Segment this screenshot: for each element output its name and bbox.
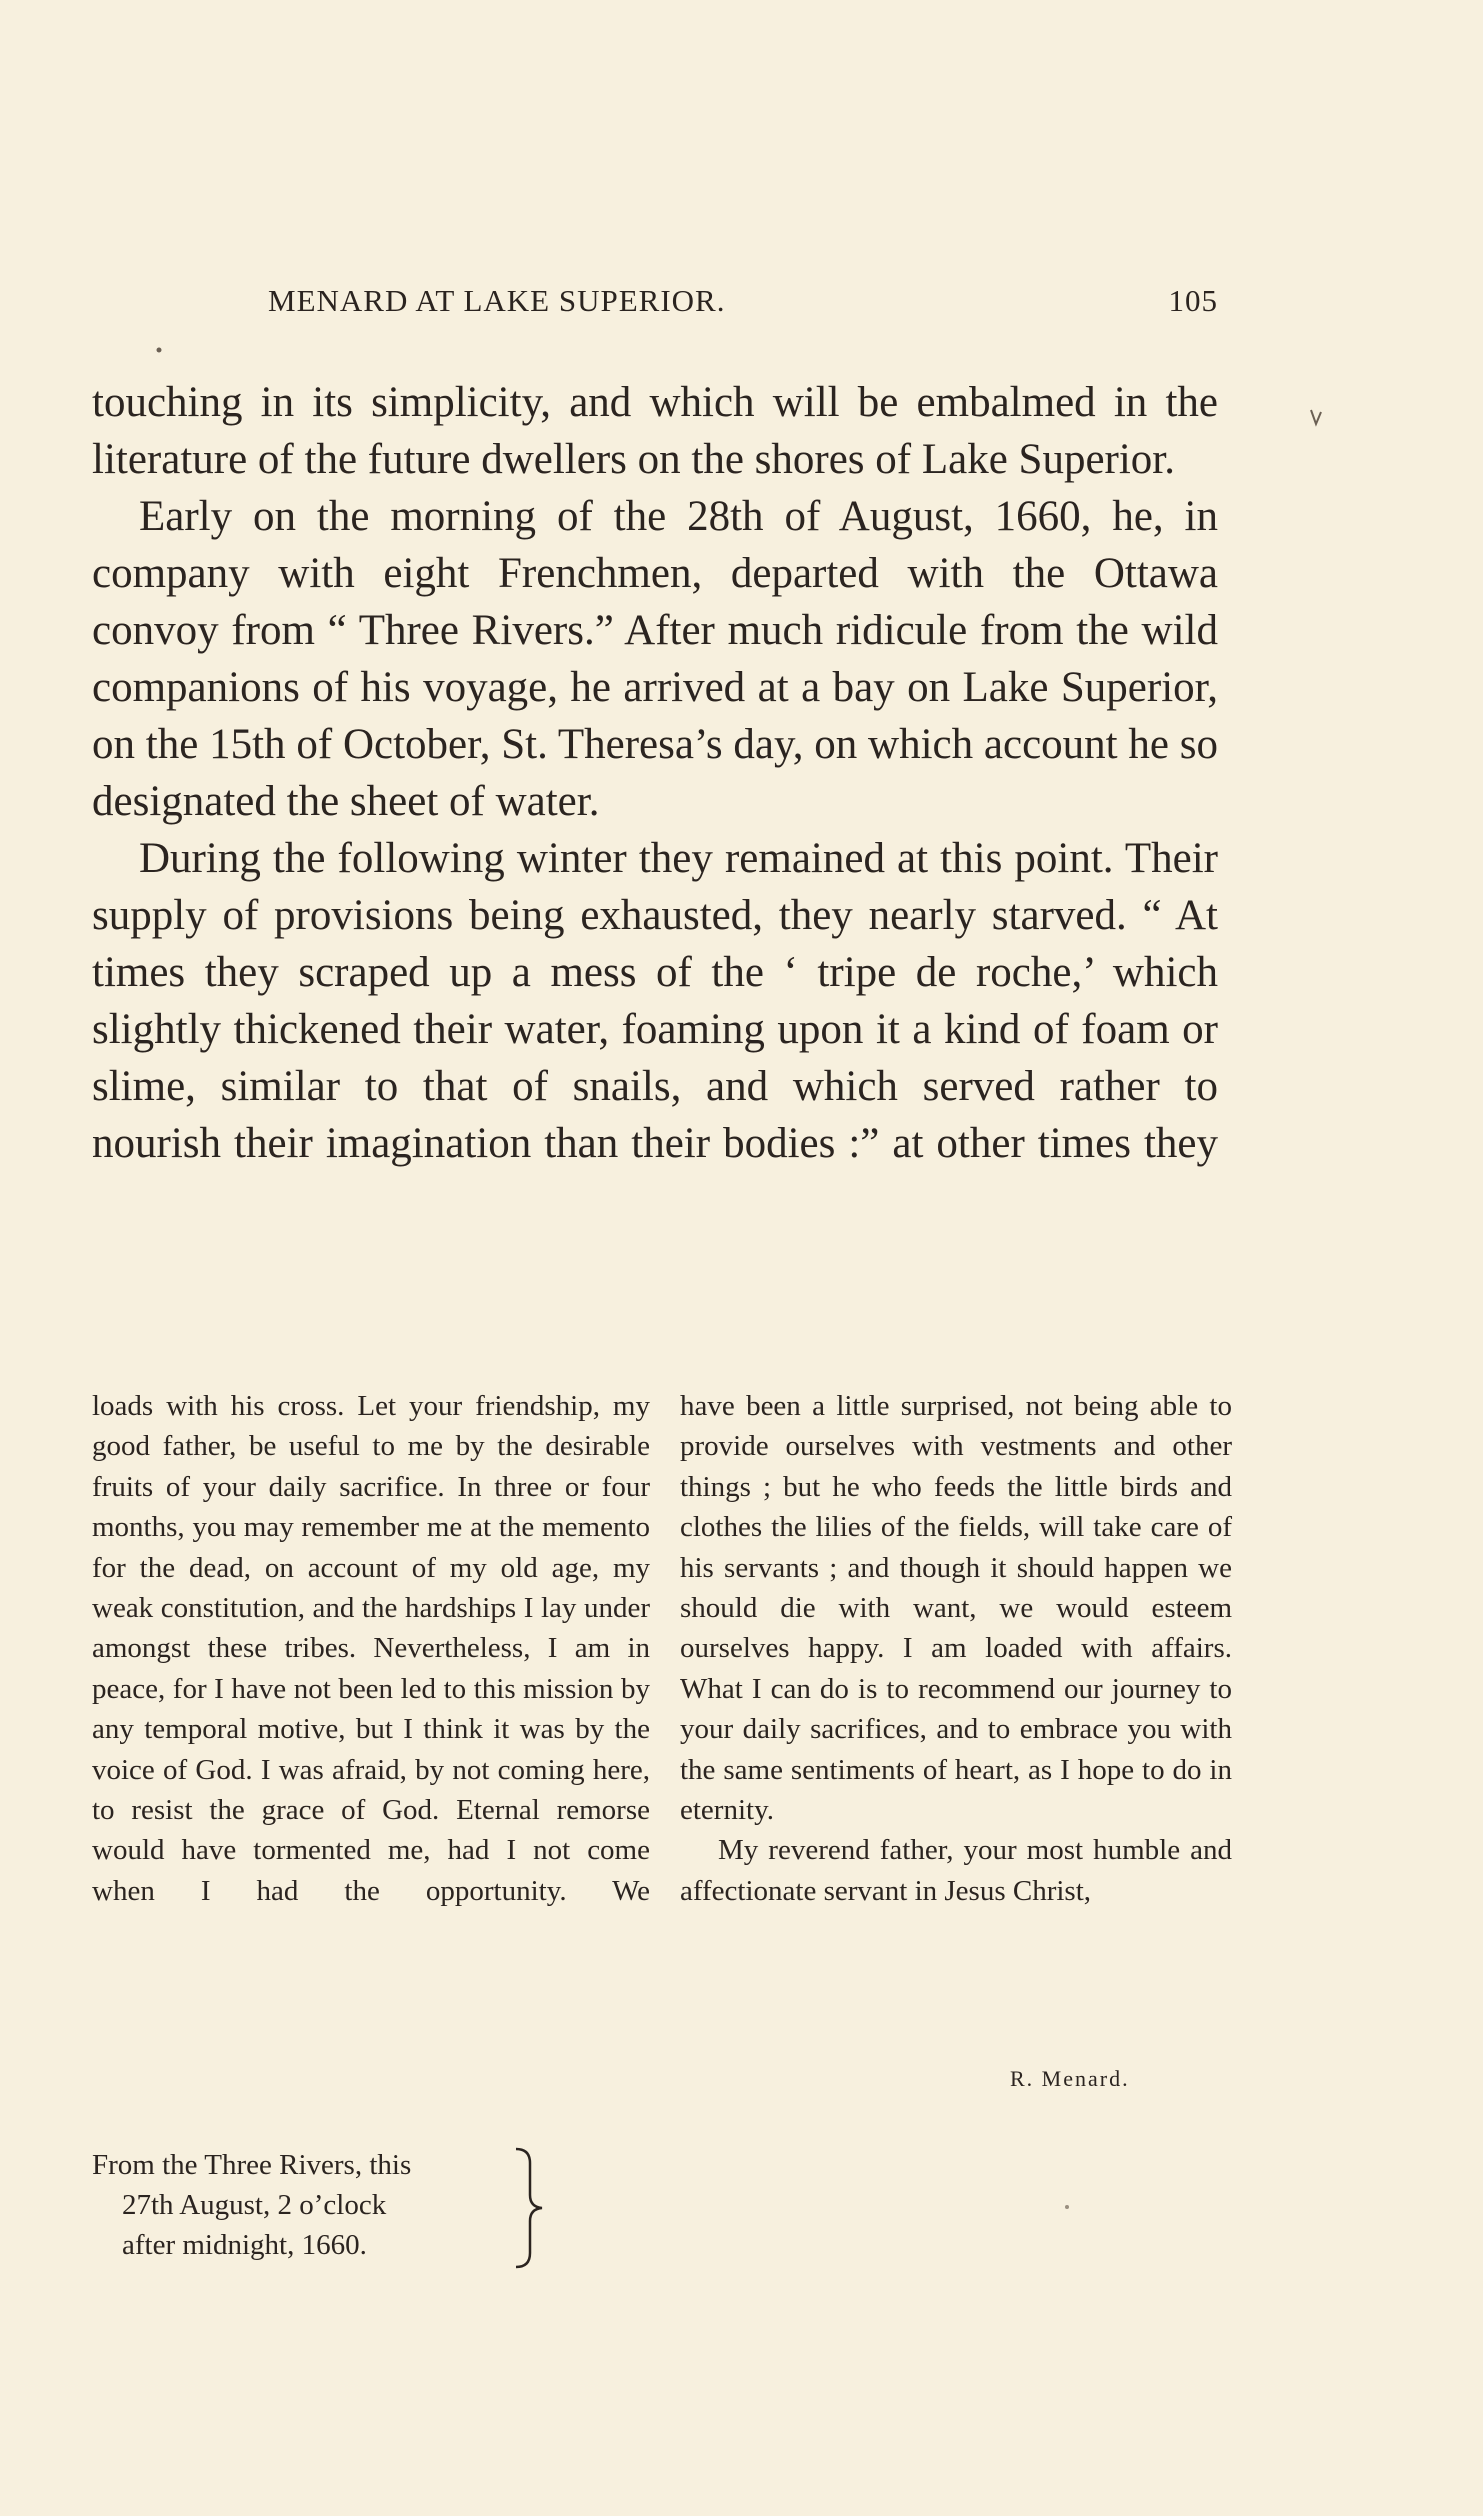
brace-icon [510,2143,550,2273]
running-title: MENARD AT LAKE SUPERIOR. [268,283,726,318]
speck-mark-icon [1063,2203,1071,2211]
dateline-line: 27th August, 2 o’clock [122,2189,387,2221]
dateline-line: after midnight, 1660. [122,2229,367,2261]
running-header [268,283,1218,323]
footnote-right-column [680,1386,1232,1911]
dateline-line: From the Three Rivers, this [92,2149,412,2181]
footnote-closing: My reverend father, your most humble and affectionate servant in Jesus Christ, [680,1834,1232,1907]
footnote-left-column [92,1386,650,1911]
dateline [92,2145,562,2265]
margin-mark-icon [1308,406,1324,430]
footnote-paragraph: loads with his cross. Let your friendship, my good father, be useful to me by the desirable fruits of your daily sacrifice. In three or four months, you may remember me at the memento for the dead, on account of my old age, my weak constitution, and the hardships I lay under amongst these tribes. Nevertheless, I am in peace, for I have not been led to this mission by any temporal motive, but I think it was by the voice of God. I was afraid, by not coming here, to resist the grace of God. Eternal remorse would have tormented me, had I not come when I had the opportunity. We [92,1390,650,1907]
body-paragraph: touching in its simplicity, and which will be embalmed in the literature of the future dwellers on the shores of Lake Superior. [92,379,1218,483]
page-number: 105 [1168,283,1218,318]
main-text [92,374,1218,1172]
body-paragraph: Early on the morning of the 28th of August, 1660, he, in company with eight Frenchmen, departed with the Ottawa convoy from “ Three Rivers.” After much ridicule from the wild companions of his voyage, he arrived at a bay on Lake Superior, on the 15th of October, St. Theresa’s day, on which account he so designated the sheet of water. [92,493,1218,825]
footnote-paragraph: have been a little surprised, not being able to provide ourselves with vestments and other things ; but he who feeds the little birds and clothes the lilies of the fields, will take care of his servants ; and though it should happen we should die with want, we would esteem ourselves happy. I am loaded with affairs. What I can do is to recommend our journey to your daily sacrifices, and to embrace you with the same sentiments of heart, as I hope to do in eternity. [680,1390,1232,1827]
signature: R. Menard. [1010,2066,1130,2091]
speck-mark-icon [155,346,163,354]
body-paragraph: During the following winter they remained at this point. Their supply of provisions being exhausted, they nearly starved. “ At times they scraped up a mess of the ‘ tripe de roche,’ which slightly thickened their water, foaming upon it a kind of foam or slime, similar to that of snails, and which served rather to nourish their imagination than their bodies :” at other times they [92,835,1218,1167]
